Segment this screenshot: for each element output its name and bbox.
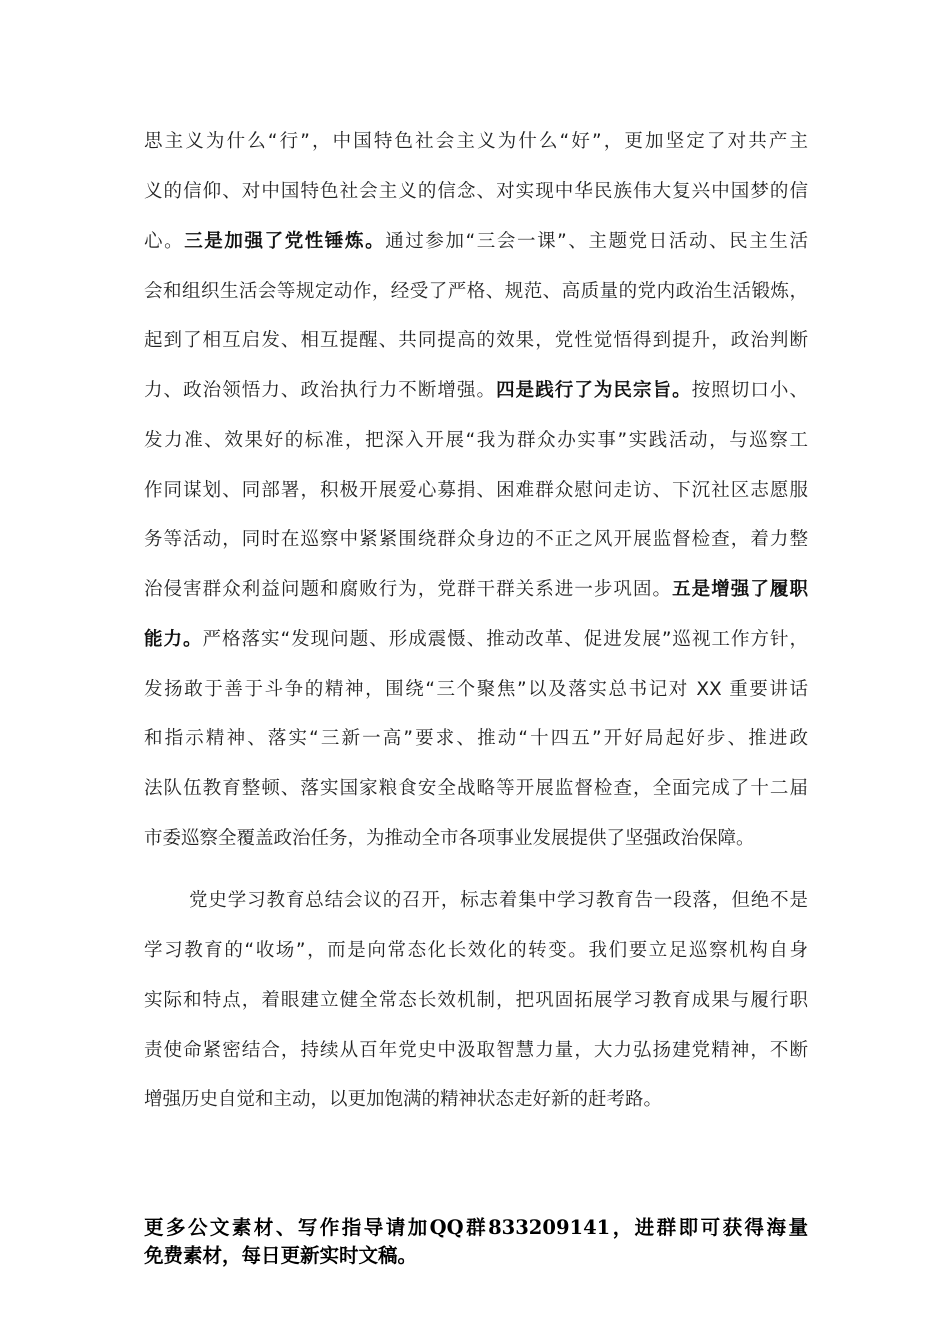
bold-heading-5: 五是增强了履职 (672, 579, 808, 600)
text-line: 力、政治领悟力、政治执行力不断增强。四是践行了为民宗旨。按照切口小、 (144, 380, 808, 401)
footer-line: 更多公文素材、写作指导请加QQ群833209141，进群即可获得海量 (144, 1216, 808, 1239)
text-line: 市委巡察全覆盖政治任务，为推动全市各项事业发展提供了坚强政治保障。 (144, 828, 755, 849)
text-line: 起到了相互启发、相互提醒、共同提高的效果，党性觉悟得到提升，政治判断 (144, 330, 808, 351)
text-line: 发力准、效果好的标准，把深入开展“我为群众办实事”实践活动，与巡察工 (144, 430, 808, 451)
text-line: 思主义为什么“行”，中国特色社会主义为什么“好”，更加坚定了对共产主 (144, 131, 808, 152)
text-line: 发扬敢于善于斗争的精神，围绕“三个聚焦”以及落实总书记对 XX 重要讲话 (144, 679, 808, 700)
text-line: 和指示精神、落实“三新一高”要求、推动“十四五”开好局起好步、推进政 (144, 728, 808, 749)
text-line: 能力。严格落实“发现问题、形成震慑、推动改革、促进发展”巡视工作方针， (144, 629, 808, 650)
text-line: 责使命紧密结合，持续从百年党史中汲取智慧力量，大力弘扬建党精神，不断 (144, 1040, 808, 1061)
text-line: 实际和特点，着眼建立健全常态长效机制，把巩固拓展学习教育成果与履行职 (144, 990, 808, 1011)
text-line: 会和组织生活会等规定动作，经受了严格、规范、高质量的党内政治生活锻炼， (144, 281, 808, 302)
text-line: 党史学习教育总结会议的召开，标志着集中学习教育告一段落，但绝不是 (189, 890, 808, 911)
bold-heading-3: 三是加强了党性锤炼。 (184, 231, 386, 252)
bold-heading-4: 四是践行了为民宗旨。 (496, 380, 692, 401)
text-line: 义的信仰、对中国特色社会主义的信念、对实现中华民族伟大复兴中国梦的信 (144, 181, 808, 202)
text-line: 学习教育的“收场”，而是向常态化长效化的转变。我们要立足巡察机构自身 (144, 940, 808, 961)
bold-heading-5-cont: 能力。 (144, 629, 203, 650)
text-line: 治侵害群众利益问题和腐败行为，党群干群关系进一步巩固。五是增强了履职 (144, 579, 808, 600)
footer-line: 免费素材，每日更新实时文稿。 (144, 1244, 418, 1267)
text-line: 作同谋划、同部署，积极开展爱心募捐、困难群众慰问走访、下沉社区志愿服 (144, 480, 808, 501)
text-line: 务等活动，同时在巡察中紧紧围绕群众身边的不正之风开展监督检查，着力整 (144, 529, 808, 550)
text-line: 法队伍教育整顿、落实国家粮食安全战略等开展监督检查，全面完成了十二届 (144, 778, 808, 799)
text-line: 心。三是加强了党性锤炼。通过参加“三会一课”、主题党日活动、民主生活 (144, 231, 808, 252)
text-line: 增强历史自觉和主动，以更加饱满的精神状态走好新的赶考路。 (144, 1089, 663, 1110)
